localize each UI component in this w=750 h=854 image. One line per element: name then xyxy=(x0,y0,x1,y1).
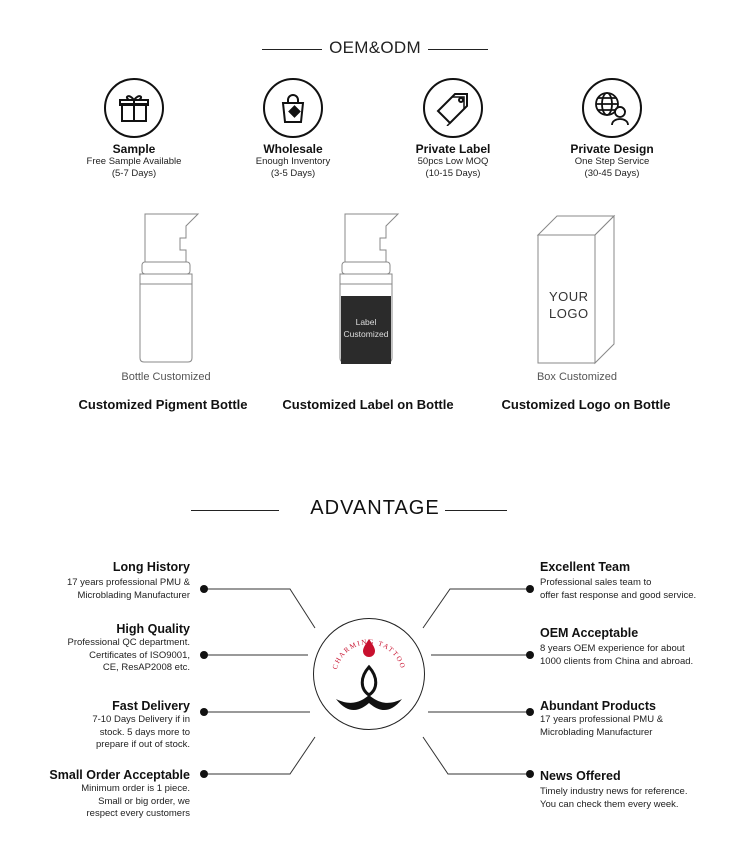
advantage-text: Professional QC department. xyxy=(67,637,190,648)
advantage-text: You can check them every week. xyxy=(540,798,679,810)
advantage-text: 7-10 Days Delivery if in xyxy=(92,714,190,725)
advantage-text: prepare if out of stock. xyxy=(96,739,190,750)
advantage-title: High Quality xyxy=(116,622,190,636)
advantage-news-offered xyxy=(540,768,740,811)
box-text-line: YOUR xyxy=(549,289,589,304)
product-title: Customized Logo on Bottle xyxy=(501,397,671,412)
advantage-text: CE, ResAP2008 etc. xyxy=(102,662,190,673)
bullet-dot xyxy=(200,651,208,659)
advantage-title: Long History xyxy=(112,560,190,574)
advantage-section-title: ADVANTAGE xyxy=(310,497,440,519)
advantage-text: 8 years OEM experience for about xyxy=(540,643,685,654)
brand-logo xyxy=(313,618,425,730)
advantage-title: Excellent Team xyxy=(540,560,631,574)
advantage-text: Timely industry news for reference. xyxy=(540,786,688,797)
advantage-title: News Offered xyxy=(540,769,621,783)
bullet-dot xyxy=(200,585,208,593)
advantage-abundant-products xyxy=(540,698,740,739)
label-text-line: Label xyxy=(355,317,377,327)
advantage-title: Abundant Products xyxy=(540,699,656,713)
advantage-text: Microblading Manufacturer xyxy=(77,589,190,601)
logo-text: CHARMING TATTOO xyxy=(330,637,408,671)
service-days: (5-7 Days) xyxy=(111,168,157,179)
advantage-text: stock. 5 days more to xyxy=(99,726,190,738)
advantage-fast-delivery xyxy=(0,698,190,752)
product-caption: Box Customized xyxy=(536,371,618,383)
service-line: One Step Service xyxy=(574,156,650,167)
advantage-high-quality xyxy=(0,621,190,675)
product-caption: Bottle Customized xyxy=(121,371,211,383)
advantage-text: Minimum order is 1 piece. xyxy=(81,783,190,794)
bullet-dot xyxy=(526,770,534,778)
advantage-text: respect every customers xyxy=(86,808,190,819)
label-text-line: Customized xyxy=(343,329,389,339)
advantage-text: Microblading Manufacturer xyxy=(540,726,653,738)
box-text-line: LOGO xyxy=(549,306,589,321)
bullet-dot xyxy=(200,770,208,778)
product-title: Customized Label on Bottle xyxy=(282,397,454,412)
advantage-small-order xyxy=(0,767,190,821)
advantage-title: Fast Delivery xyxy=(112,699,190,713)
advantage-text: 1000 clients from China and abroad. xyxy=(540,655,694,667)
service-days: (10-15 Days) xyxy=(425,168,481,179)
advantage-text: Professional sales team to xyxy=(540,577,652,588)
advantage-text: 17 years professional PMU & xyxy=(540,714,664,725)
bullet-dot xyxy=(200,708,208,716)
product-title: Customized Pigment Bottle xyxy=(78,397,248,412)
advantage-excellent-team xyxy=(540,559,740,602)
advantage-text: Certificates of ISO9001, xyxy=(89,649,190,661)
advantage-title: OEM Acceptable xyxy=(540,626,639,640)
service-title: Wholesale xyxy=(263,142,323,156)
advantage-long-history xyxy=(0,559,190,602)
advantage-title: Small Order Acceptable xyxy=(49,768,190,782)
service-days: (3-5 Days) xyxy=(270,168,316,179)
bullet-dot xyxy=(526,651,534,659)
service-line: 50pcs Low MOQ xyxy=(417,156,489,167)
advantage-text: Small or big order, we xyxy=(98,795,190,807)
service-title: Private Design xyxy=(570,142,654,156)
service-title: Private Label xyxy=(415,142,491,156)
service-title: Sample xyxy=(112,142,156,156)
advantage-text: 17 years professional PMU & xyxy=(66,577,190,588)
service-line: Free Sample Available xyxy=(86,156,182,167)
service-line: Enough Inventory xyxy=(255,156,331,167)
bullet-dot xyxy=(526,585,534,593)
advantage-text: offer fast response and good service. xyxy=(540,589,697,601)
advantage-oem-acceptable xyxy=(540,625,740,668)
service-days: (30-45 Days) xyxy=(584,168,640,179)
oem-section-title: OEM&ODM xyxy=(329,38,421,57)
bullet-dot xyxy=(526,708,534,716)
